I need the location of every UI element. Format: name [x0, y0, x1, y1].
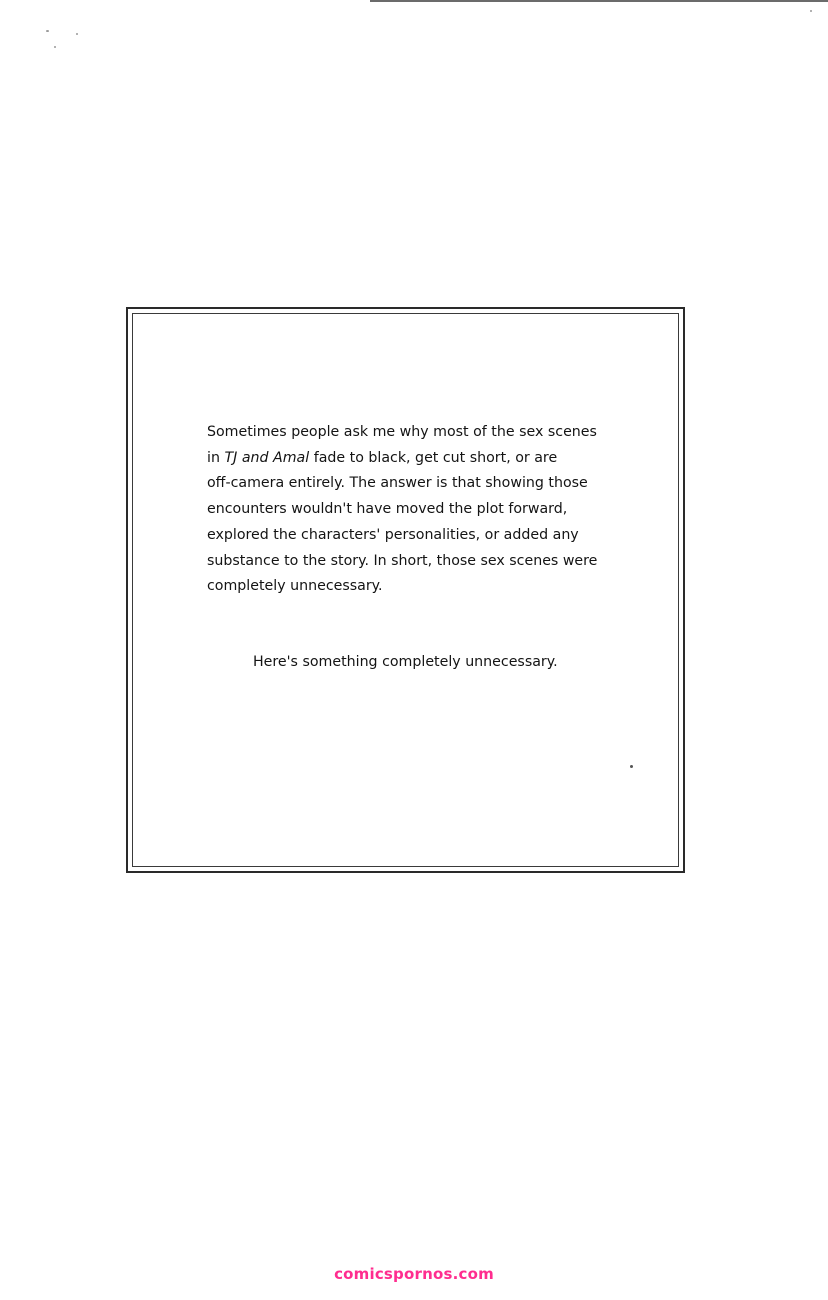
paper-speck: [76, 33, 78, 35]
closing-tagline: Here's something completely unnecessary.: [253, 654, 558, 670]
paragraph-line: Sometimes people ask me why most of the sex scenes: [207, 424, 597, 440]
paragraph-line: substance to the story. In short, those sex scenes were: [207, 552, 598, 569]
paper-speck: [54, 46, 56, 48]
top-edge-rule: [370, 0, 828, 2]
title-italic: TJ and Amal: [224, 449, 310, 466]
body-paragraph: [207, 420, 617, 600]
paragraph-line: completely unnecessary.: [207, 578, 383, 595]
paper-speck: [810, 10, 812, 12]
paragraph-line: off-camera entirely. The answer is that showing those: [207, 475, 588, 492]
site-watermark: comicspornos.com: [334, 1265, 494, 1283]
paragraph-line: encounters wouldn't have moved the plot forward,: [207, 501, 568, 518]
paper-speck: [46, 30, 49, 32]
paragraph-line: explored the characters' personalities, or added any: [207, 526, 579, 543]
paragraph-line: in TJ and Amal fade to black, get cut short, or are: [207, 449, 558, 466]
